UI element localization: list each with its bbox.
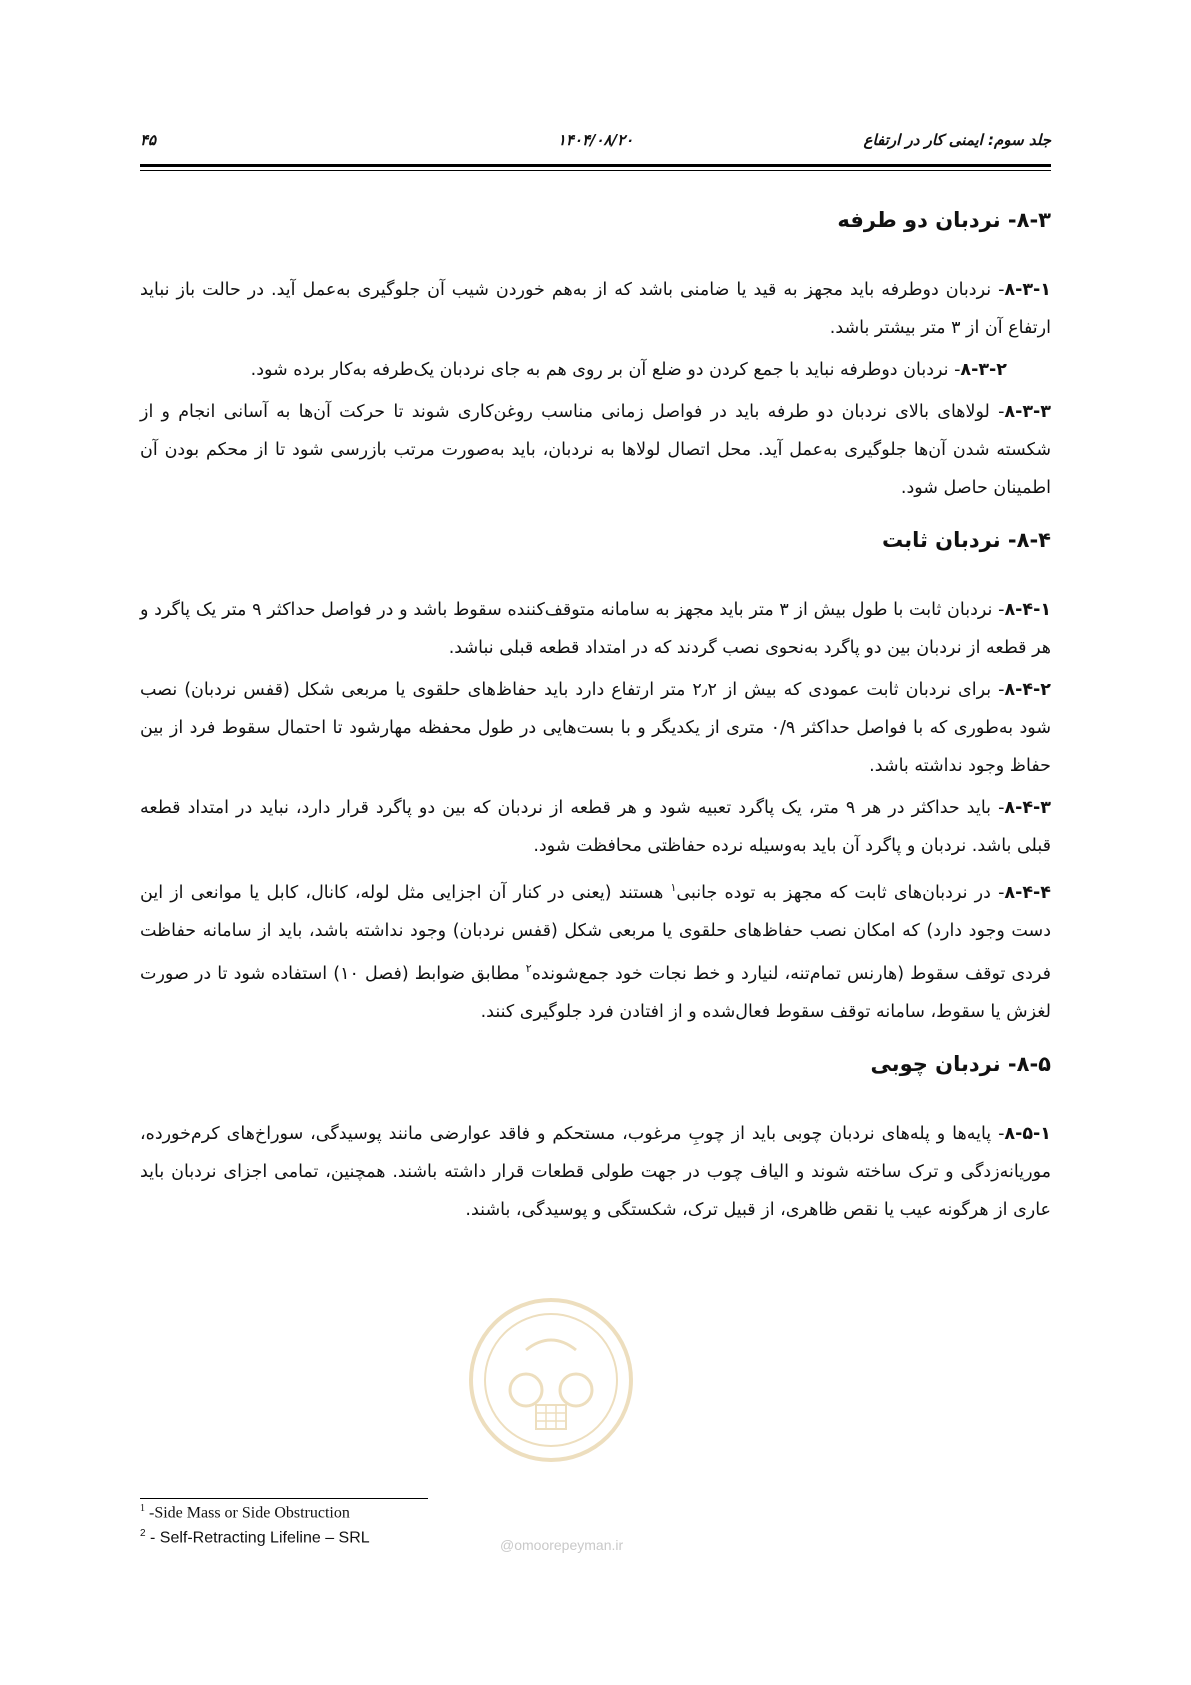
clause-text: هستند (یعنی در کنار آن اجزایی مثل لوله، کانال، کابل یا موانعی از این دست وجود دارد) که امکان نصب حفاظ‌های حلقوی یا مربعی شکل (قفس نردبان) وجود نداشته باشد، باید از سامانه حفاظت فردی توقف سقوط (هارنس تمام‌تنه، لنیارد و خط نجات خود جمع‌شونده <box>140 882 1052 984</box>
clause-text: - برای نردبان ثابت عمودی که بیش از ۲٫۲ متر ارتفاع دارد باید حفاظ‌های حلقوی یا مربعی شکل (قفس نردبان) نصب شود به‌طوری که با فواصل حداکثر ۰/۹ متری از یکدیگر و با بست‌هایی در طول محفظه مهارشود تا احتمال سقوط فرد از بین حفاظ وجود نداشته باشد. <box>140 680 1051 776</box>
clause-text: - پایه‌ها و پله‌های نردبان چوبی باید از چوبِ مرغوب، مستحکم و فاقد عوارضی مانند پوسیدگی، سوراخ‌های کرم‌خورده، موریانه‌زدگی و ترک ساخته شوند و الیاف چوب در جهت طولی قطعات قرار داشته باشند. همچنین، تمامی اجزای نردبان باید عاری از هرگونه عیب یا نقص ظاهری، از قبیل ترک، شکستگی و پوسیدگی، باشند. <box>140 1123 1051 1220</box>
section-heading: ۸-۵- نردبان چوبی <box>870 1051 1051 1076</box>
footnote-rule <box>140 1498 428 1499</box>
footnote-1 <box>140 1503 350 1522</box>
clause-number: ۸-۴-۱ <box>1004 600 1052 620</box>
paragraph <box>140 1115 1051 1229</box>
paragraph <box>140 271 1051 347</box>
footnote-text: -Side Mass or Side Obstruction <box>145 1504 350 1522</box>
footnote-mark: 1 <box>140 1503 145 1514</box>
clause-text: - لولاهای بالای نردبان دو طرفه باید در فواصل زمانی مناسب روغن‌کاری شوند تا حرکت آن‌ها به آسانی انجام و از شکسته شدن آن‌ها جلوگیری به‌عمل آید. محل اتصال لولاها به نردبان، باید به‌صورت مرتب بازرسی شود تا از محکم بودن آن اطمینان حاصل شود. <box>140 402 1051 498</box>
paragraph <box>140 869 1051 1031</box>
book-title: جلد سوم: ایمنی کار در ارتفاع <box>863 131 1051 149</box>
footnote-ref[interactable]: ۱ <box>670 881 677 894</box>
footnote-ref[interactable]: ۲ <box>525 961 532 975</box>
clause-number: ۸-۴-۳ <box>1004 798 1051 818</box>
section-heading: ۸-۳- نردبان دو طرفه <box>837 208 1051 232</box>
paragraph <box>140 789 1051 865</box>
paragraph <box>140 393 1051 507</box>
footnote-text: - Self-Retracting Lifeline – SRL <box>145 1529 370 1547</box>
section-heading: ۸-۴- نردبان ثابت <box>881 528 1051 552</box>
clause-text: - نردبان دوطرفه نباید با جمع کردن دو ضلع آن بر روی هم به جای نردبان یک‌طرفه به‌کار برده شود. <box>250 360 961 380</box>
clause-number: ۸-۳-۱ <box>1004 280 1051 300</box>
watermark-site: @omoorepeyman.ir <box>500 1537 624 1553</box>
clause-text: - در نردبان‌های ثابت که مجهز به توده جانبی <box>676 882 1005 903</box>
clause-number: ۸-۳-۳ <box>1004 402 1051 422</box>
page-header <box>140 125 1051 155</box>
paragraph <box>140 591 1051 667</box>
header-rule-thick <box>140 164 1051 167</box>
seal-logo-icon <box>466 1295 636 1465</box>
clause-number: ۸-۴-۲ <box>1004 680 1051 700</box>
clause-number: ۸-۴-۴ <box>1004 882 1051 903</box>
clause-number: ۸-۵-۱ <box>1004 1123 1051 1144</box>
clause-number: ۸-۳-۲ <box>960 360 1007 380</box>
page-number: ۴۵ <box>140 131 157 149</box>
page-body <box>140 203 1051 1233</box>
footnote-mark: 2 <box>140 1528 146 1539</box>
paragraph <box>140 671 1051 785</box>
header-date: ۱۴۰۴/۰۸/۲۰ <box>557 131 634 149</box>
clause-text: - نردبان دوطرفه باید مجهز به قید یا ضامنی باشد که از به‌هم خوردن شیب آن جلوگیری به‌عمل آید. در حالت باز نباید ارتفاع آن از ۳ متر بیشتر باشد. <box>140 280 1051 338</box>
clause-text: مطابق ضوابط (فصل ۱۰) استفاده شود تا در صورت لغزش یا سقوط، سامانه توقف سقوط فعال‌شده و از افتادن فرد جلوگیری کنند. <box>140 963 1051 1022</box>
clause-text: - باید حداکثر در هر ۹ متر، یک پاگرد تعبیه شود و هر قطعه از نردبان که بین دو پاگرد قرار دارد، نباید در امتداد قطعه قبلی باشد. نردبان و پاگرد آن باید به‌وسیله نرده حفاظتی محافظت شود. <box>140 798 1051 856</box>
footnote-2 <box>140 1528 370 1547</box>
header-rule-thin <box>140 170 1051 171</box>
paragraph <box>140 351 1051 389</box>
clause-text: - نردبان ثابت با طول بیش از ۳ متر باید مجهز به سامانه متوقف‌کننده سقوط باشد و در فواصل حداکثر ۹ متر یک پاگرد و هر قطعه از نردبان بین دو پاگرد به‌نحوی نصب گردند که در امتداد قطعه قبلی نباشد. <box>140 600 1051 658</box>
